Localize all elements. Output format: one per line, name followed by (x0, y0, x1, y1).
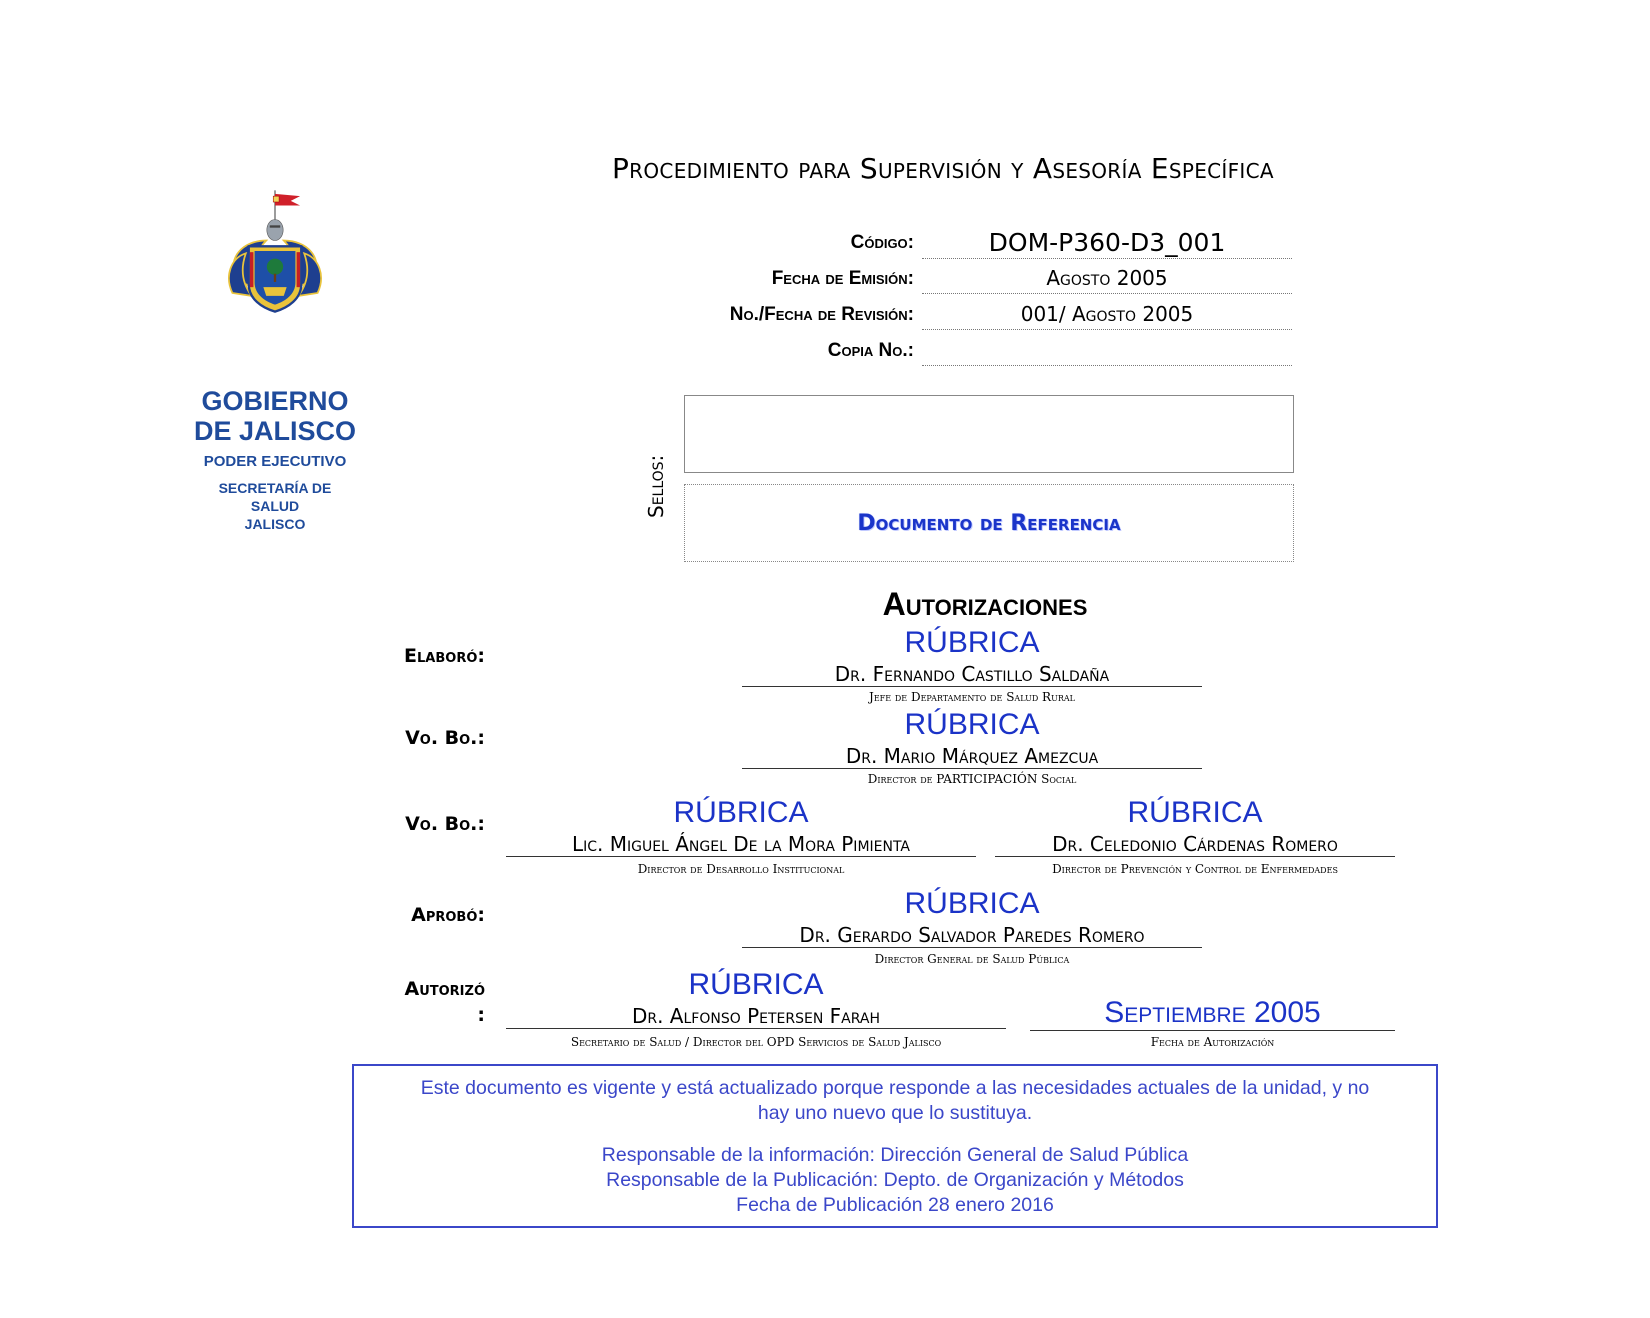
vobo2-right-name: Dr. Celedonio Cárdenas Romero (995, 832, 1395, 857)
autorizaciones-title: Autorizaciones (882, 586, 1088, 622)
copia-value (922, 335, 1292, 366)
notice-line-1: Este documento es vigente y está actualizado porque responde a las necesidades actuales de la unidad, y no (420, 1077, 1370, 1099)
elaboro-label: Elaboró: (404, 645, 485, 667)
autorizo-position: Secretario de Salud / Director del OPD Servicios de Salud Jalisco (570, 1035, 942, 1049)
copia-label: Copia No.: (827, 340, 914, 361)
aprobo-position: Director General de Salud Pública (874, 952, 1070, 966)
vobo2-left-position: Director de Desarrollo Institucional (637, 862, 845, 876)
notice-line-5: Fecha de Publicación 28 enero 2016 (736, 1194, 1054, 1216)
vobo1-name: Dr. Mario Márquez Amezcua (742, 744, 1202, 769)
vigencia-notice (352, 1064, 1438, 1228)
emision-value: Agosto 2005 (922, 263, 1292, 294)
notice-spacer (354, 1126, 1436, 1143)
sello-box-lower (684, 484, 1294, 562)
vobo2-right-rubrica: RÚBRICA (1127, 796, 1263, 829)
autorizacion-date-label: Fecha de Autorización (1150, 1035, 1275, 1049)
autorizo-colon: : (477, 1004, 485, 1026)
vobo1-position: Director de PARTICIPACIÓN Social (867, 772, 1077, 786)
revision-label: No./Fecha de Revisión: (729, 304, 914, 325)
vobo1-label: Vo. Bo.: (405, 727, 485, 749)
vobo2-left-rubrica: RÚBRICA (673, 796, 809, 829)
revision-value: 001/ Agosto 2005 (922, 299, 1292, 330)
codigo-label: Código: (850, 232, 914, 253)
aprobo-rubrica: RÚBRICA (904, 887, 1040, 920)
notice-line-4: Responsable de la Publicación: Depto. de Organización y Métodos (606, 1169, 1184, 1191)
logo-text-secretaria: SECRETARÍA DE (218, 480, 332, 496)
logo-text-jalisco-small: JALISCO (244, 516, 306, 532)
aprobo-label: Aprobó: (411, 904, 485, 926)
emision-label: Fecha de Emisión: (771, 268, 914, 289)
vobo1-rubrica: RÚBRICA (904, 708, 1040, 741)
documento-referencia: Documento de Referencia (857, 511, 1121, 536)
jalisco-coat-of-arms (180, 188, 370, 398)
autorizo-label: Autorizó (404, 978, 485, 1000)
codigo-value: DOM-P360-D3_001 (922, 228, 1292, 259)
sello-box-upper (684, 395, 1294, 473)
sellos-label: Sellos: (644, 454, 668, 518)
vobo2-right-position: Director de Prevención y Control de Enfermedades (1052, 862, 1338, 876)
logo-text-salud: SALUD (250, 498, 300, 514)
elaboro-name: Dr. Fernando Castillo Saldaña (742, 662, 1202, 687)
elaboro-position: Jefe de Departamento de Salud Rural (869, 690, 1075, 704)
document-title: Procedimiento para Supervisión y Asesoría Específica (612, 152, 1274, 185)
notice-line-2: hay uno nuevo que lo sustituya. (757, 1102, 1033, 1124)
notice-line-3: Responsable de la información: Dirección General de Salud Pública (601, 1144, 1189, 1166)
aprobo-name: Dr. Gerardo Salvador Paredes Romero (742, 923, 1202, 948)
vobo2-label: Vo. Bo.: (405, 813, 485, 835)
logo-text-poder: PODER EJECUTIVO (203, 453, 347, 470)
logo-text-gobierno: GOBIERNO (201, 386, 349, 416)
elaboro-rubrica: RÚBRICA (904, 626, 1040, 659)
autorizo-name: Dr. Alfonso Petersen Farah (506, 1004, 1006, 1029)
vobo2-left-name: Lic. Miguel Ángel De la Mora Pimienta (506, 832, 976, 857)
logo-text-jalisco: DE JALISCO (193, 416, 357, 446)
autorizo-rubrica: RÚBRICA (688, 968, 824, 1001)
autorizacion-date: Septiembre 2005 (1030, 996, 1395, 1031)
